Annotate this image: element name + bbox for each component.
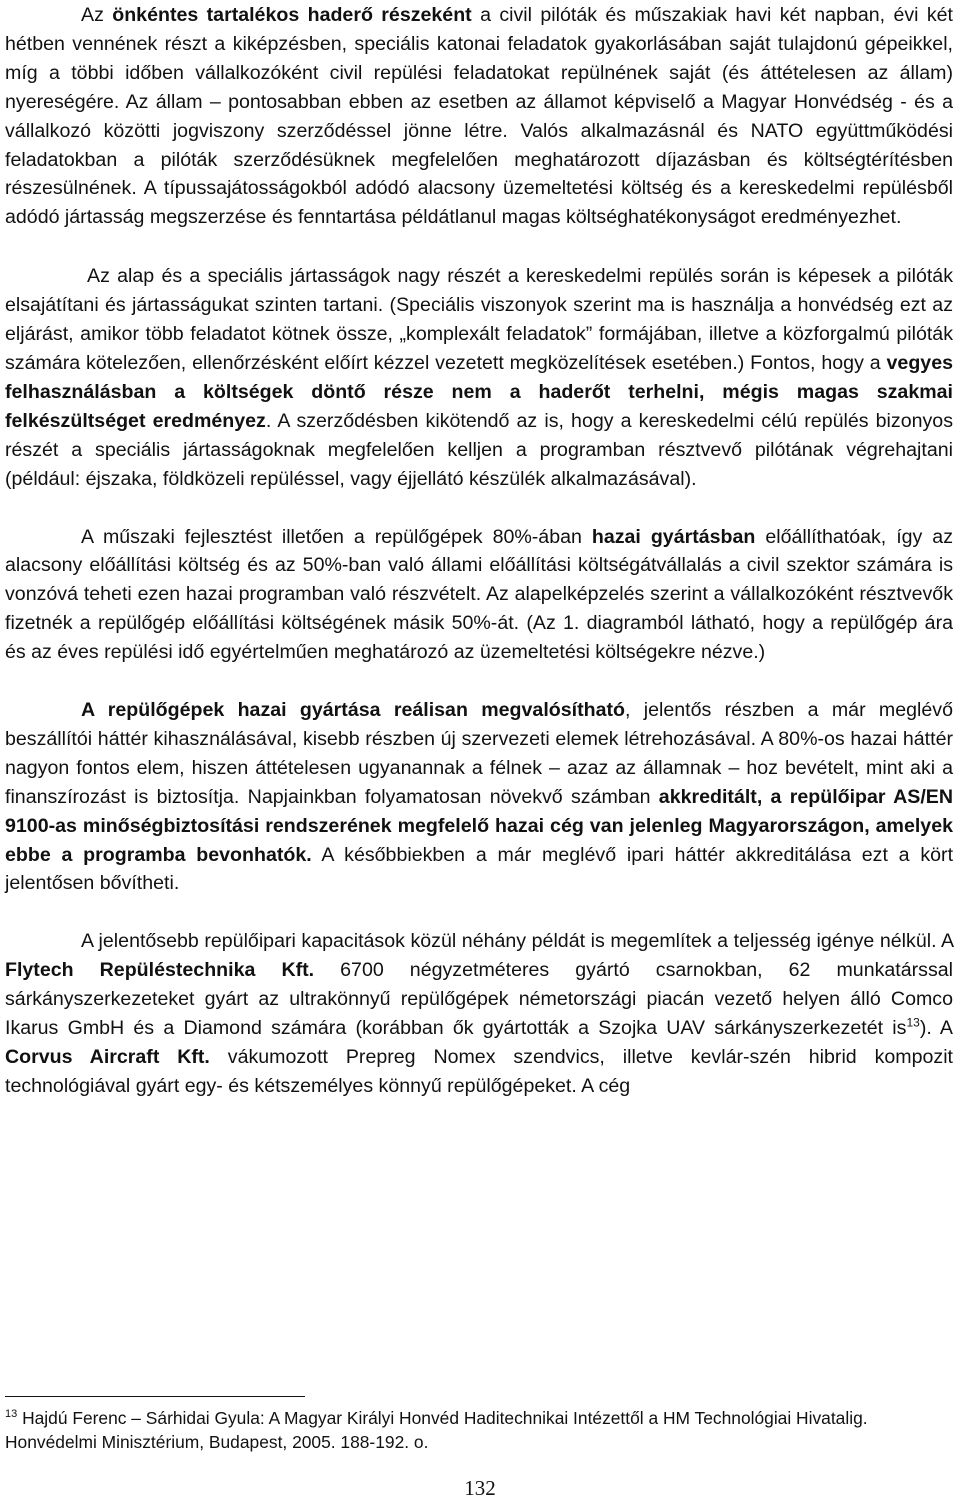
bold-run: vegyes felhasználásban a költségek döntő része nem a haderőt terhelni, mégis magas szakmai felkészültséget eredményez xyxy=(5,351,953,432)
text-run: előállíthatóak, így az alacsony előállítási költség és az 50%-ban való állami előállítási költségátvállalás a civil szektor számára is vonzóvá teheti ezen hazai programban való részvételt. Az alapelképzelés szerint a vállalkozóként résztvevők fizetnék a repülőgép előállítási költségének másik 50%-át. (Az 1. diagramból látható, hogy a repülőgép ára és az éves repülési idő egyértelműen meghatározó az üzemeltetési költségekre nézve.) xyxy=(5,525,953,664)
paragraph-5 xyxy=(5,926,953,1100)
text-run: A jelentősebb repülőipari kapacitások közül néhány példát is megemlítek a teljesség igénye nélkül. A xyxy=(81,930,953,953)
bold-run: önkéntes tartalékos haderő részeként xyxy=(112,4,472,26)
text-run: A későbbiekben a már meglévő ipari háttér akkreditálása ezt a kört jelentősen bővítheti. xyxy=(5,843,954,895)
bold-run: Flytech Repüléstechnika Kft. xyxy=(5,959,315,982)
text-run: Az alap és a speciális jártasságok nagy részét a kereskedelmi repülés során is képesek a pilóták elsajátítani és jártasságukat szinten tartani. (Speciális viszonyok szerint ma is használja a honvédség ezt az eljárást, amikor több feladatot kötnek össze, „komplexált feladatok” formájában, illetve a közforgalmú pilóták számára kötelezően, ellenőrzésként előírt kézzel vezetett megközelítések esetében.) Fontos, hogy a xyxy=(5,265,953,374)
text-run: a civil pilóták és műszakiak havi két napban, évi két hétben vennének részt a kiképzésben, speciális katonai feladatok gyakorlásában saját tulajdonú gépeikkel, míg a többi időben vállalkozóként civil repülési feladatokat repülnének saját (és áttételesen az állam) nyereségére. Az állam – pontosabban ebben az esetben az államot képviselő a Magyar Honvédség - és a vállalkozó közötti jogviszony szerződéssel jönne létre. Valós alkalmazásnál és NATO együttműködési feladatokban a pilóták szerződésüknek megfelelően meghatározott díjazásban és költségtérítésben részesülnének. A típussajátosságokból adódó alacsony üzemeltetési költség és a kereskedelmi repülésből adódó jártasság megszerzése és fenntartása példátlanul magas költséghatékonyságot eredményezhet. xyxy=(5,4,954,229)
footnote-text: Hajdú Ferenc – Sárhidai Gyula: A Magyar Királyi Honvéd Haditechnikai Intézettől a HM Technológiai Hivatalig. Honvédelmi Minisztérium, Budapest, 2005. 188-192. o. xyxy=(5,1408,868,1452)
bold-run: Corvus Aircraft Kft. xyxy=(5,1046,210,1068)
footnote-marker: 13 xyxy=(5,1408,18,1421)
text-run: A műszaki fejlesztést illetően a repülőgépek 80%-ában xyxy=(81,525,592,548)
bold-run: hazai gyártásban xyxy=(591,525,756,548)
text-run: , jelentős részben a már meglévő beszállítói háttér kihasználásával, kisebb részben új szervezeti elemek létrehozásával. A 80%-os hazai háttér nagyon fontos elem, hiszen áttételesen ugyanannak a félnek – azaz az államnak – hoz bevételt, mint aki a finanszírozást is biztosítja. Napjainkban folyamatosan növekvő számban xyxy=(5,699,953,808)
paragraph-1 xyxy=(5,0,953,232)
document-body xyxy=(5,0,953,1101)
footnote-separator xyxy=(5,1396,305,1397)
text-run: 6700 négyzetméteres gyártó csarnokban, 62 munkatárssal sárkányszerkezeteket gyárt az ultrakönnyű repülőgépek németországi piacán vezető helyen álló Comco Ikarus GmbH és a Diamond számára (korábban ők gyártották a Szojka UAV sárkányszerkezetét is xyxy=(5,959,953,1040)
text-run: vákumozott Prepreg Nomex szendvics, illetve kevlár-szén hibrid kompozit technológiával gyárt egy- és kétszemélyes könnyű repülőgépeket. A cég xyxy=(5,1046,953,1097)
paragraph-2 xyxy=(5,261,953,493)
page-number: 132 xyxy=(464,1476,496,1500)
text-run: . A szerződésben kikötendő az is, hogy a kereskedelmi célú repülés bizonyos részét a speciális jártasságoknak megfelelően kelljen a programban résztvevő pilótának végrehajtani (például: éjszaka, földközeli repüléssel, vagy éjjellátó készülék alkalmazásával). xyxy=(5,409,953,490)
text-run: Az xyxy=(81,4,113,26)
paragraph-4 xyxy=(5,695,953,898)
bold-run: A repülőgépek hazai gyártása reálisan megvalósítható xyxy=(81,699,625,722)
footnote-reference[interactable]: 13 xyxy=(906,1015,920,1030)
text-run: ). A xyxy=(919,1017,953,1040)
bold-run: akkreditált, a repülőipar AS/EN 9100-as minőségbiztosítási rendszerének megfelelő hazai cég van jelenleg Magyarországon, amelyek ebbe a programba bevonhatók. xyxy=(5,785,953,866)
paragraph-3 xyxy=(5,522,953,668)
footnote xyxy=(5,1406,953,1454)
